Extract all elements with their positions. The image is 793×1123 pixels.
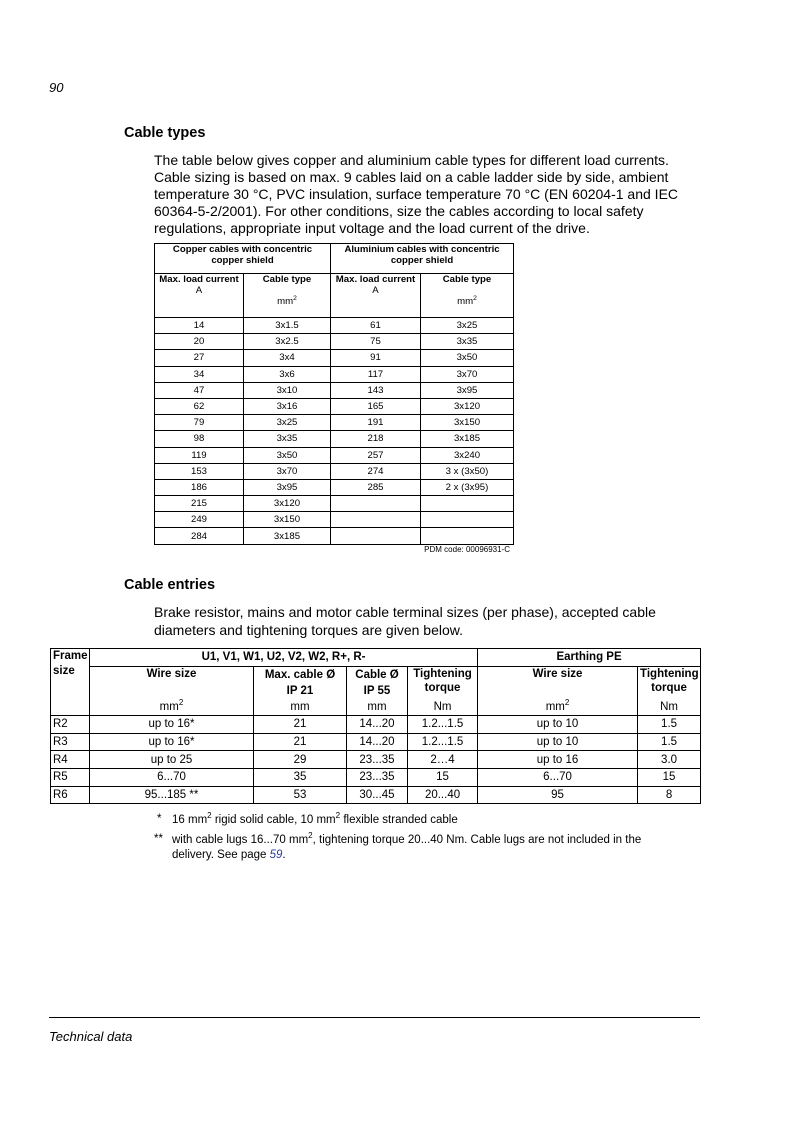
cable-diameter-unit: mm <box>347 699 408 716</box>
table-cell: 27 <box>155 350 244 366</box>
table-row <box>155 382 514 398</box>
tightening-header: Tightening torque <box>408 666 478 699</box>
table-cell: 20...40 <box>408 786 478 804</box>
table-cell: 8 <box>638 786 701 804</box>
table-cell: 15 <box>638 768 701 786</box>
table-cell: 91 <box>331 350 421 366</box>
table-cell: 3x4 <box>244 350 331 366</box>
aluminium-cable-type-header: Cable type $mm^2$ <box>421 274 514 318</box>
table-cell: 3x25 <box>421 318 514 334</box>
table-row <box>155 512 514 528</box>
table-cell: R5 <box>51 768 90 786</box>
table-cell: 3x35 <box>244 431 331 447</box>
table-cell <box>421 528 514 544</box>
table-cell: 257 <box>331 447 421 463</box>
cable-entries-heading: Cable entries <box>124 577 216 593</box>
table-row <box>51 786 701 804</box>
table-row <box>155 463 514 479</box>
table-cell: up to 10 <box>478 716 638 734</box>
table-cell: 3x150 <box>421 415 514 431</box>
table-cell: 3x16 <box>244 398 331 414</box>
table-cell: up to 16* <box>90 716 254 734</box>
table-cell: 95...185 ** <box>90 786 254 804</box>
footer-title: Technical data <box>49 1029 133 1044</box>
frame-size-header: Frame size <box>51 649 90 716</box>
table-cell: R2 <box>51 716 90 734</box>
table-cell: 165 <box>331 398 421 414</box>
table-cell: 1.5 <box>638 733 701 751</box>
cable-entries-rows <box>51 716 701 804</box>
cable-entries-table <box>50 648 701 804</box>
table-cell: 3x120 <box>421 398 514 414</box>
table-cell: 3x150 <box>244 512 331 528</box>
table-cell: 3 x (3x50) <box>421 463 514 479</box>
table-row <box>155 334 514 350</box>
table-cell: 3x120 <box>244 496 331 512</box>
table-cell: 215 <box>155 496 244 512</box>
table-row <box>51 716 701 734</box>
table-cell: 3.0 <box>638 751 701 769</box>
table-cell: 3x240 <box>421 447 514 463</box>
earthing-wire-size-unit: $mm^2$ <box>478 699 638 716</box>
table-cell: 3x25 <box>244 415 331 431</box>
max-cable-unit: mm <box>254 699 347 716</box>
table-cell: R6 <box>51 786 90 804</box>
table-row <box>51 751 701 769</box>
aluminium-max-load-header: Max. load current A <box>331 274 421 318</box>
table-cell: 30...45 <box>347 786 408 804</box>
footnote-2-mark: ** <box>154 833 163 845</box>
table-cell: 14...20 <box>347 733 408 751</box>
table-cell: 3x50 <box>421 350 514 366</box>
table-cell: 153 <box>155 463 244 479</box>
table-cell: 3x70 <box>421 366 514 382</box>
table-cell: 21 <box>254 716 347 734</box>
table-row <box>51 768 701 786</box>
table-row <box>155 431 514 447</box>
table-cell: 186 <box>155 479 244 495</box>
copper-cable-type-header: Cable type $mm^2$ <box>244 274 331 318</box>
table-row <box>155 528 514 544</box>
wire-size-unit: $mm^2$ <box>90 699 254 716</box>
table-row <box>155 496 514 512</box>
table-cell: 3x185 <box>244 528 331 544</box>
table-cell <box>331 496 421 512</box>
table-cell: 79 <box>155 415 244 431</box>
table-cell: 3x35 <box>421 334 514 350</box>
copper-group-header: Copper cables with concentric copper shield <box>155 244 331 274</box>
footnote-1: 16 $mm^2$ rigid solid cable, 10 $mm^2$ flexible stranded cable <box>172 811 458 826</box>
table-cell: 98 <box>155 431 244 447</box>
table-row <box>155 318 514 334</box>
table-cell: up to 10 <box>478 733 638 751</box>
tightening-unit: Nm <box>408 699 478 716</box>
table-cell: 20 <box>155 334 244 350</box>
table-cell: 3x6 <box>244 366 331 382</box>
table-cell: 34 <box>155 366 244 382</box>
table-cell <box>421 512 514 528</box>
table-cell: 3x1.5 <box>244 318 331 334</box>
table-cell: 2…4 <box>408 751 478 769</box>
table-cell: 75 <box>331 334 421 350</box>
table-cell: 3x70 <box>244 463 331 479</box>
table-cell: 3x95 <box>244 479 331 495</box>
earthing-wire-size-header: Wire size <box>478 666 638 699</box>
table-cell: 6...70 <box>478 768 638 786</box>
footnote-2: with cable lugs 16...70 $mm^2$, tightening torque 20...40 Nm. Cable lugs are not included in the delivery. See page 59. <box>172 831 642 861</box>
table-row <box>155 398 514 414</box>
copper-max-load-header: Max. load current A <box>155 274 244 318</box>
table-cell: 3x185 <box>421 431 514 447</box>
table-cell: 285 <box>331 479 421 495</box>
cable-types-rows <box>155 318 514 545</box>
table-cell <box>421 496 514 512</box>
page-59-link[interactable]: 59 <box>269 849 283 861</box>
earthing-tightening-unit: Nm <box>638 699 701 716</box>
table-cell: 95 <box>478 786 638 804</box>
table-cell: 6...70 <box>90 768 254 786</box>
max-cable-header: Max. cable Ø IP 21 <box>254 666 347 699</box>
table-row <box>51 733 701 751</box>
table-cell: 29 <box>254 751 347 769</box>
table-cell: 2 x (3x95) <box>421 479 514 495</box>
table-cell <box>331 512 421 528</box>
table-cell: 191 <box>331 415 421 431</box>
table-cell: 1.2...1.5 <box>408 716 478 734</box>
table-row <box>155 350 514 366</box>
table-cell: 284 <box>155 528 244 544</box>
table-cell: 1.5 <box>638 716 701 734</box>
table-cell: 218 <box>331 431 421 447</box>
table-cell: 23...35 <box>347 768 408 786</box>
table-cell: up to 16* <box>90 733 254 751</box>
table-cell: R3 <box>51 733 90 751</box>
table-cell: 53 <box>254 786 347 804</box>
table-cell: 62 <box>155 398 244 414</box>
table-row <box>155 415 514 431</box>
table-cell: 3x50 <box>244 447 331 463</box>
table-cell: 249 <box>155 512 244 528</box>
cable-entries-paragraph: Brake resistor, mains and motor cable terminal sizes (per phase), accepted cable diameters and tightening torques are given below. <box>154 604 656 638</box>
cable-types-paragraph: The table below gives copper and aluminium cable types for different load currents. Cable sizing is based on max. 9 cables laid on a cable ladder side by side, ambient temperature 30 °C, PVC insulation, surface temperature 70 °C (EN 60204-1 and IEC 60364-5-2/2001). For other conditions, size the cables according to local safety regulations, appropriate input voltage and the load current of the drive. <box>154 152 679 236</box>
wire-size-header: Wire size <box>90 666 254 699</box>
table-cell: R4 <box>51 751 90 769</box>
table-cell: 35 <box>254 768 347 786</box>
table-cell <box>331 528 421 544</box>
earthing-group-header: Earthing PE <box>478 649 701 667</box>
table-cell: up to 25 <box>90 751 254 769</box>
aluminium-group-header: Aluminium cables with concentric copper shield <box>331 244 514 274</box>
table-cell: 21 <box>254 733 347 751</box>
table-cell: 14...20 <box>347 716 408 734</box>
table-cell: 1.2...1.5 <box>408 733 478 751</box>
table-cell: 15 <box>408 768 478 786</box>
table-cell: 143 <box>331 382 421 398</box>
table-cell: up to 16 <box>478 751 638 769</box>
table-cell: 23...35 <box>347 751 408 769</box>
table-cell: 61 <box>331 318 421 334</box>
page-number: 90 <box>49 80 64 95</box>
table-cell: 274 <box>331 463 421 479</box>
table-cell: 3x95 <box>421 382 514 398</box>
footer-rule <box>49 1017 700 1018</box>
cable-types-heading: Cable types <box>124 125 206 141</box>
earthing-tightening-header: Tightening torque <box>638 666 701 699</box>
table-cell: 47 <box>155 382 244 398</box>
table-cell: 3x2.5 <box>244 334 331 350</box>
table-cell: 119 <box>155 447 244 463</box>
table-cell: 3x10 <box>244 382 331 398</box>
table-row <box>155 366 514 382</box>
terminals-group-header: U1, V1, W1, U2, V2, W2, R+, R- <box>90 649 478 667</box>
table-row <box>155 447 514 463</box>
cable-types-table <box>154 243 514 545</box>
cable-diameter-header: Cable Ø IP 55 <box>347 666 408 699</box>
table-row <box>155 479 514 495</box>
pdm-code: PDM code: 00096931-C <box>424 545 510 554</box>
table-cell: 117 <box>331 366 421 382</box>
table-cell: 14 <box>155 318 244 334</box>
footnote-1-mark: * <box>157 813 162 825</box>
